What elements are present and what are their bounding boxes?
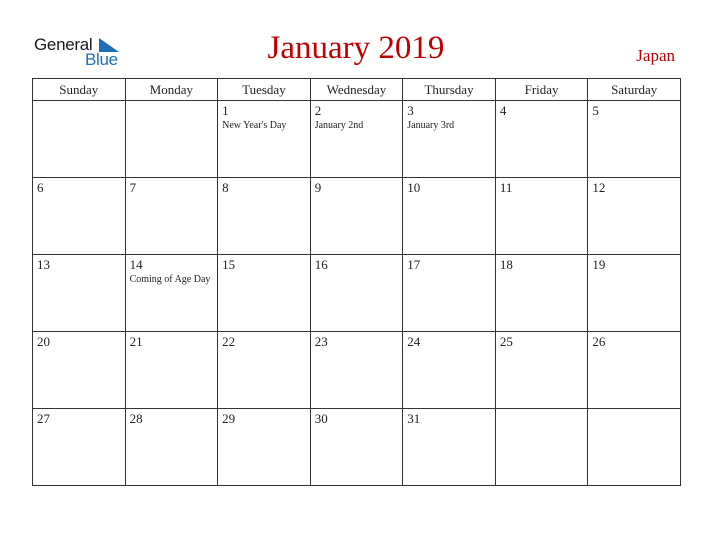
logo-word-blue: Blue <box>85 50 118 69</box>
day-number: 29 <box>222 411 236 426</box>
day-cell[interactable] <box>125 409 218 486</box>
day-number: 18 <box>499 257 513 272</box>
week-row <box>33 255 681 332</box>
day-number: 20 <box>37 334 50 349</box>
day-number: 31 <box>407 411 421 426</box>
day-cell[interactable] <box>588 332 681 409</box>
country-label: Japan <box>636 46 675 65</box>
day-number: 19 <box>592 257 606 272</box>
day-number: 17 <box>407 257 421 272</box>
day-number: 9 <box>314 180 322 195</box>
day-number: 24 <box>407 334 421 349</box>
calendar-grid <box>32 78 681 486</box>
weekday-header: Saturday <box>588 79 681 101</box>
day-number: 3 <box>407 103 414 118</box>
day-number: 23 <box>314 334 328 349</box>
day-cell[interactable] <box>218 332 311 409</box>
day-cell[interactable] <box>310 101 403 178</box>
day-cell[interactable] <box>310 178 403 255</box>
day-cell[interactable] <box>588 409 681 486</box>
day-cell[interactable] <box>218 101 311 178</box>
day-cell[interactable] <box>495 101 588 178</box>
day-number: 6 <box>37 180 44 195</box>
day-number: 5 <box>592 103 599 118</box>
day-number: 28 <box>129 411 143 426</box>
day-number: 22 <box>222 334 236 349</box>
day-cell[interactable] <box>588 178 681 255</box>
day-number: 21 <box>129 334 143 349</box>
day-number: 27 <box>37 411 50 426</box>
day-cell[interactable] <box>125 332 218 409</box>
day-cell[interactable] <box>495 178 588 255</box>
calendar-title: January 2019 <box>267 30 445 66</box>
day-cell[interactable] <box>403 332 496 409</box>
day-number: 2 <box>314 103 322 118</box>
day-cell[interactable] <box>403 101 496 178</box>
day-number: 16 <box>314 257 328 272</box>
weekday-header-row <box>33 79 681 101</box>
week-row <box>33 332 681 409</box>
day-number: 8 <box>222 180 229 195</box>
day-number: 10 <box>407 180 421 195</box>
day-number: 15 <box>222 257 236 272</box>
day-cell[interactable] <box>33 255 126 332</box>
weekday-header: Friday <box>495 79 588 101</box>
day-number: 14 <box>129 257 143 272</box>
day-cell[interactable] <box>403 178 496 255</box>
day-number: 4 <box>499 103 507 118</box>
day-number: 26 <box>592 334 606 349</box>
weekday-header: Wednesday <box>310 79 403 101</box>
holiday-label: January 2nd <box>314 120 364 131</box>
day-cell[interactable] <box>403 255 496 332</box>
day-cell[interactable] <box>218 178 311 255</box>
day-cell[interactable] <box>310 255 403 332</box>
day-cell[interactable] <box>588 101 681 178</box>
day-cell[interactable] <box>495 409 588 486</box>
weekday-header: Monday <box>125 79 218 101</box>
day-cell[interactable] <box>218 409 311 486</box>
day-cell[interactable] <box>33 101 126 178</box>
day-number: 12 <box>592 180 606 195</box>
day-cell[interactable] <box>125 101 218 178</box>
day-cell[interactable] <box>33 178 126 255</box>
week-row <box>33 178 681 255</box>
day-cell[interactable] <box>495 255 588 332</box>
day-cell[interactable] <box>310 409 403 486</box>
week-row <box>33 409 681 486</box>
day-cell[interactable] <box>33 409 126 486</box>
week-row <box>33 101 681 178</box>
day-number: 13 <box>37 257 50 272</box>
day-cell[interactable] <box>495 332 588 409</box>
day-cell[interactable] <box>588 255 681 332</box>
weekday-header: Sunday <box>33 79 126 101</box>
day-cell[interactable] <box>125 178 218 255</box>
day-cell[interactable] <box>218 255 311 332</box>
holiday-label: January 3rd <box>407 120 455 131</box>
holiday-label: New Year's Day <box>222 120 287 131</box>
day-cell[interactable] <box>33 332 126 409</box>
day-number: 30 <box>314 411 328 426</box>
day-number: 1 <box>222 103 229 118</box>
day-number: 11 <box>499 180 513 195</box>
weekday-header: Tuesday <box>218 79 311 101</box>
day-cell[interactable] <box>403 409 496 486</box>
weekday-header: Thursday <box>403 79 496 101</box>
day-cell[interactable] <box>310 332 403 409</box>
day-number: 25 <box>499 334 513 349</box>
holiday-label: Coming of Age Day <box>129 274 211 285</box>
day-cell[interactable] <box>125 255 218 332</box>
day-number: 7 <box>129 180 137 195</box>
logo-word-general: General <box>34 35 93 54</box>
